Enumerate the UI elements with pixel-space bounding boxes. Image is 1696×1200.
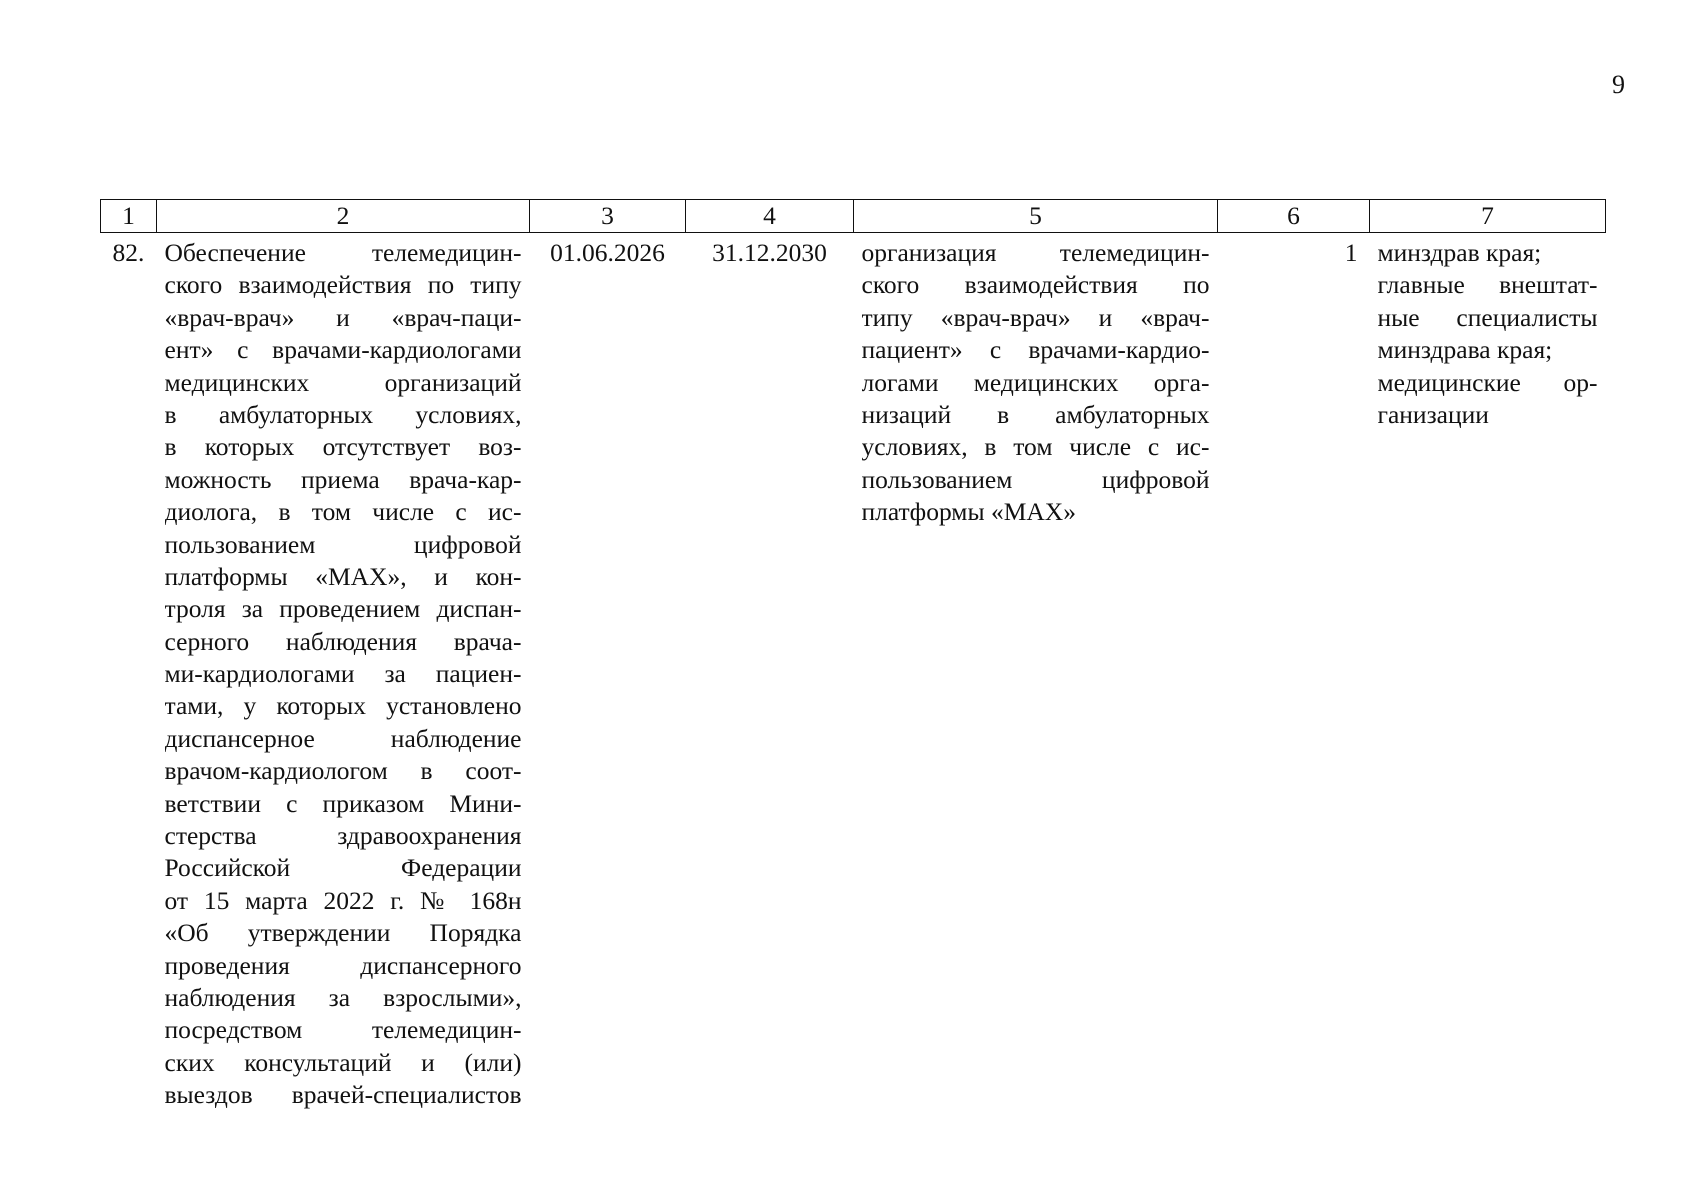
description-line: пользованием цифровой (164, 529, 522, 559)
description-line: платформы «МАХ», и кон- (164, 561, 522, 591)
result-line: логами медицинских орга- (861, 367, 1210, 397)
description-line: ского взаимодействия по типу (164, 270, 522, 300)
result-line: платформы «МАХ» (861, 497, 1076, 527)
result-line: организация телемедицин- (861, 238, 1210, 267)
description-line: стерства здравоохранения (164, 821, 522, 851)
description-line: проведения диспансерного (164, 950, 522, 980)
description-line: диспансерное наблюдение (164, 723, 522, 753)
column-header-1: 1 (101, 200, 157, 233)
table-row (101, 233, 1606, 1112)
description-line: ветствии с приказом Мини- (164, 788, 522, 818)
description-line: посредством телемедицин- (164, 1015, 522, 1045)
description-line: от 15 марта 2022 г. № 168н (164, 885, 522, 915)
column-header-4: 4 (686, 200, 854, 233)
result-line: пользованием цифровой (861, 464, 1210, 494)
column-header-7: 7 (1370, 200, 1606, 233)
result-line: типу «врач-врач» и «врач- (861, 302, 1210, 332)
page-number: 9 (1612, 70, 1625, 99)
start-date: 01.06.2026 (550, 238, 665, 267)
responsible-line: медицинские ор- (1377, 367, 1598, 397)
result-line: низаций в амбулаторных (861, 399, 1210, 429)
description-line: Российской Федерации (164, 853, 522, 883)
responsible-line: ганизации (1377, 399, 1489, 429)
table-header (101, 200, 1606, 233)
measures-table (100, 199, 1606, 1112)
result-line: пациент» с врачами-кардио- (861, 335, 1210, 365)
column-header-5: 5 (854, 200, 1218, 233)
column-header-2: 2 (157, 200, 530, 233)
description-line: в амбулаторных условиях, (164, 399, 522, 429)
description-line: ент» с врачами-кардиологами (164, 335, 522, 365)
description-line: выездов врачей-специалистов (164, 1080, 522, 1110)
measure-description (157, 233, 530, 1112)
description-line: «врач-врач» и «врач-паци- (164, 302, 522, 332)
responsible-line: ные специалисты (1377, 302, 1598, 332)
description-line: серного наблюдения врача- (164, 626, 522, 656)
result-line: условиях, в том числе с ис- (861, 432, 1210, 462)
description-line: можность приема врача-кар- (164, 464, 522, 494)
responsible-line: главные внештат- (1377, 270, 1598, 300)
responsible-line: минздрав края; (1377, 238, 1542, 267)
description-line: Обеспечение телемедицин- (164, 238, 522, 267)
description-line: тами, у которых установлено (164, 691, 522, 721)
column-header-6: 6 (1218, 200, 1370, 233)
description-line: в которых отсутствует воз- (164, 432, 522, 462)
expected-result (854, 233, 1218, 1112)
description-line: ских консультаций и (или) (164, 1047, 522, 1077)
description-line: диолога, в том числе с ис- (164, 497, 522, 527)
description-line: «Об утверждении Порядка (164, 918, 522, 948)
row-number: 82. (112, 238, 145, 267)
description-line: врачом-кардиологом в соот- (164, 756, 522, 786)
description-line: троля за проведением диспан- (164, 594, 522, 624)
indicator-count: 1 (1344, 238, 1358, 267)
end-date: 31.12.2030 (712, 238, 827, 267)
responsible-parties (1370, 233, 1606, 1112)
description-line: наблюдения за взрослыми», (164, 982, 522, 1012)
description-line: ми-кардиологами за пациен- (164, 659, 522, 689)
result-line: ского взаимодействия по (861, 270, 1210, 300)
description-line: медицинских организаций (164, 367, 522, 397)
column-header-3: 3 (530, 200, 686, 233)
header-row (101, 200, 1606, 233)
responsible-line: минздрава края; (1377, 335, 1553, 365)
